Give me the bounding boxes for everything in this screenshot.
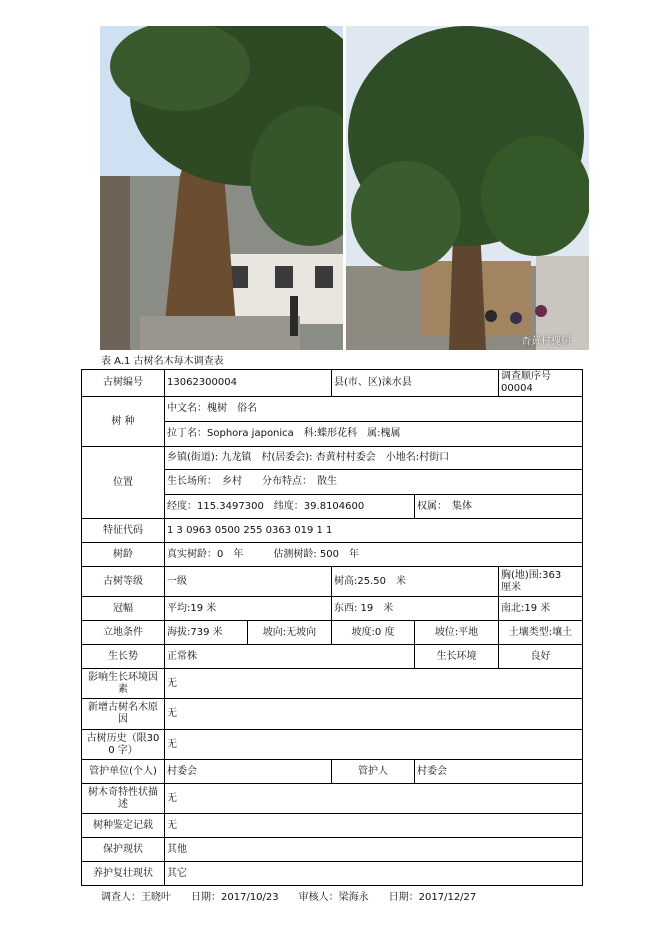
crown-ns-value: 南北:19 米	[499, 597, 583, 621]
row-unit	[82, 760, 583, 784]
label-vigor: 生长势	[82, 645, 165, 669]
height-value: 树高:25.50 米	[332, 567, 499, 597]
growth-place-value: 生长场所： 乡村 分布特点： 散生	[165, 470, 583, 495]
slope-pos-value: 坡位:平地	[415, 621, 499, 645]
env-value: 良好	[499, 645, 583, 669]
factors-value: 无	[165, 669, 583, 699]
row-tree-no	[82, 370, 583, 397]
label-rejuv: 养护复壮现状	[82, 862, 165, 886]
row-history	[82, 730, 583, 760]
label-unit: 管护单位(个人)	[82, 760, 165, 784]
label-crown: 冠幅	[82, 597, 165, 621]
ident-value: 无	[165, 814, 583, 838]
latin-name-value: 拉丁名：Sophora japonica 科:蝶形花科 属:槐属	[165, 422, 583, 447]
label-survey-seq: 调查顺序号	[501, 371, 551, 382]
row-factors	[82, 669, 583, 699]
label-ident: 树种鉴定记载	[82, 814, 165, 838]
county-value: 县(市、区)涞水县	[332, 370, 499, 397]
label-code: 特征代码	[82, 519, 165, 543]
crown-ew-value: 东西: 19 米	[332, 597, 499, 621]
survey-seq-cell	[499, 370, 583, 397]
label-species: 树 种	[82, 397, 165, 447]
label-age: 树龄	[82, 543, 165, 567]
survey-footer: 调查人：王晓叶 日期：2017/10/23 审核人：梁海永 日期：2017/12/27	[101, 892, 477, 903]
row-site	[82, 621, 583, 645]
vigor-value: 正常株	[165, 645, 415, 669]
label-factors: 影响生长环境因素	[82, 669, 165, 699]
row-crown	[82, 597, 583, 621]
row-grade	[82, 567, 583, 597]
protect-value: 其他	[165, 838, 583, 862]
row-species-1	[82, 397, 583, 422]
girth-value: 胸(地)围:363 厘米	[499, 567, 583, 597]
label-grade: 古树等级	[82, 567, 165, 597]
new-reason-value: 无	[165, 699, 583, 730]
row-location-1	[82, 447, 583, 470]
age-value: 真实树龄：0 年 估测树龄: 500 年	[165, 543, 583, 567]
rejuv-value: 其它	[165, 862, 583, 886]
label-env: 生长环境	[415, 645, 499, 669]
crown-avg-value: 平均:19 米	[165, 597, 332, 621]
grade-value: 一级	[165, 567, 332, 597]
label-features: 树木奇特性状描述	[82, 784, 165, 814]
label-new-reason: 新增古树名木原因	[82, 699, 165, 730]
label-history: 古树历史（限300 字）	[82, 730, 165, 760]
label-tree-no: 古树编号	[82, 370, 165, 397]
soil-value: 土壤类型:壤土	[499, 621, 583, 645]
survey-seq-value: 00004	[501, 383, 533, 394]
chinese-name-value: 中文名：槐树 俗名	[165, 397, 583, 422]
survey-table	[81, 369, 583, 886]
row-protect	[82, 838, 583, 862]
photo-watermark: 杏黄村槐树	[521, 336, 571, 347]
tree-photo-left	[100, 26, 343, 350]
label-site: 立地条件	[82, 621, 165, 645]
tree-no-value: 13062300004	[165, 370, 332, 397]
label-protect: 保护现状	[82, 838, 165, 862]
row-new-reason	[82, 699, 583, 730]
row-age	[82, 543, 583, 567]
tree-photo-right	[346, 26, 589, 350]
label-keeper: 管护人	[332, 760, 415, 784]
history-value: 无	[165, 730, 583, 760]
table-caption: 表 A.1 古树名木每木调查表	[101, 356, 224, 367]
keeper-value: 村委会	[415, 760, 583, 784]
coords-value: 经度：115.3497300 纬度：39.8104600	[165, 495, 415, 519]
row-features	[82, 784, 583, 814]
row-code	[82, 519, 583, 543]
row-ident	[82, 814, 583, 838]
features-value: 无	[165, 784, 583, 814]
location-value: 乡镇(街道): 九龙镇 村(居委会): 杏黄村村委会 小地名:村街口	[165, 447, 583, 470]
row-rejuv	[82, 862, 583, 886]
label-location: 位置	[82, 447, 165, 519]
ownership-value: 权属： 集体	[415, 495, 583, 519]
code-value: 1 3 0963 0500 255 0363 019 1 1	[165, 519, 583, 543]
altitude-value: 海拔:739 米	[165, 621, 248, 645]
unit-value: 村委会	[165, 760, 332, 784]
row-vigor	[82, 645, 583, 669]
slope-value: 坡度:0 度	[332, 621, 415, 645]
aspect-value: 坡向:无坡向	[248, 621, 332, 645]
